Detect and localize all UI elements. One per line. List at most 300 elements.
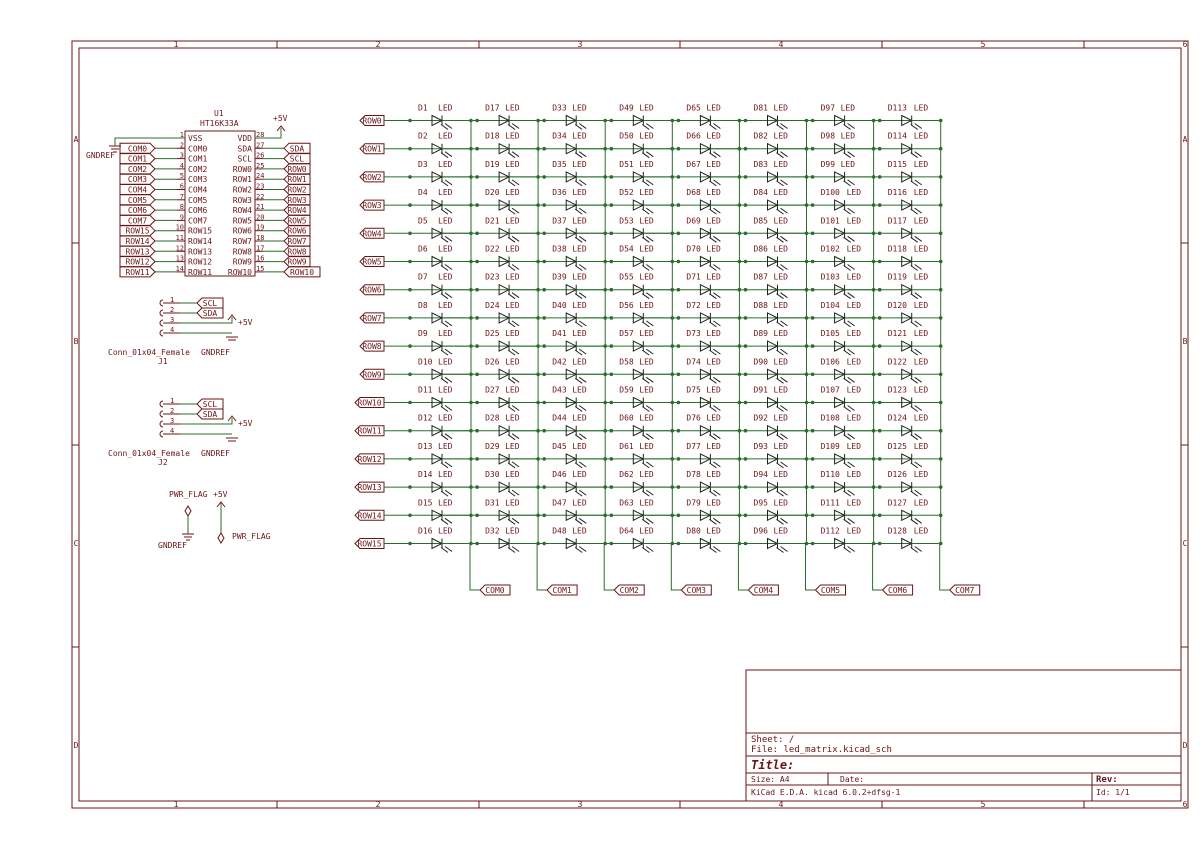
ic-net-label-row10[interactable] bbox=[284, 267, 320, 277]
led-ref-d20: D20 bbox=[485, 188, 500, 198]
ic-net-label-row4[interactable] bbox=[284, 205, 310, 215]
led-d94[interactable] bbox=[744, 470, 809, 496]
led-d21[interactable] bbox=[475, 216, 540, 242]
led-d105[interactable] bbox=[811, 329, 876, 355]
title-block-size: Size: A4 bbox=[751, 775, 790, 784]
led-d82[interactable] bbox=[744, 132, 809, 158]
ic-net-label-row13-text: ROW13 bbox=[125, 247, 150, 257]
col-label-com1[interactable] bbox=[547, 585, 577, 595]
row-label-row2[interactable] bbox=[360, 172, 384, 182]
led-ref-d78: D78 bbox=[686, 470, 701, 480]
led-value-d51: LED bbox=[639, 159, 654, 169]
led-value-d106: LED bbox=[846, 357, 862, 367]
title-block-rev: Rev: bbox=[1096, 775, 1118, 785]
led-d108[interactable] bbox=[811, 414, 876, 440]
ic-net-label-com1[interactable] bbox=[120, 154, 155, 164]
led-value-d49: LED bbox=[639, 103, 654, 113]
row-label-row8-text: ROW8 bbox=[362, 342, 382, 352]
led-ref-d55: D55 bbox=[619, 272, 634, 282]
led-d75[interactable] bbox=[677, 386, 742, 412]
frame-col-label-top-3: 3 bbox=[577, 40, 583, 49]
ic-net-label-com6[interactable] bbox=[120, 205, 155, 215]
led-d69[interactable] bbox=[677, 216, 742, 242]
row-label-row6[interactable] bbox=[360, 285, 384, 295]
led-d49[interactable] bbox=[610, 104, 675, 130]
col-label-com0-text: COM0 bbox=[485, 586, 505, 595]
led-value-d34: LED bbox=[572, 131, 587, 141]
led-d3[interactable] bbox=[408, 160, 473, 186]
led-value-d50: LED bbox=[639, 131, 654, 141]
led-d28[interactable] bbox=[475, 414, 540, 440]
led-d36[interactable] bbox=[542, 188, 607, 214]
led-value-d5: LED bbox=[438, 216, 453, 226]
row-label-row14[interactable] bbox=[355, 510, 384, 520]
led-value-d85: LED bbox=[773, 216, 788, 226]
ic-net-label-row12[interactable] bbox=[120, 257, 155, 267]
ic-pin-num-19: 19 bbox=[256, 223, 265, 232]
led-ref-d123: D123 bbox=[887, 385, 907, 395]
ic-pin-name-com4: COM4 bbox=[188, 185, 208, 195]
led-value-d111: LED bbox=[846, 498, 862, 508]
led-d27[interactable] bbox=[475, 386, 540, 412]
col-label-com3[interactable] bbox=[681, 585, 711, 595]
row-label-row2-text: ROW2 bbox=[362, 172, 382, 182]
led-d95[interactable] bbox=[744, 498, 809, 524]
led-d79[interactable] bbox=[677, 498, 742, 524]
led-ref-d113: D113 bbox=[887, 103, 907, 113]
led-d123[interactable] bbox=[878, 386, 943, 412]
led-d30[interactable] bbox=[475, 470, 540, 496]
led-d59[interactable] bbox=[610, 386, 675, 412]
led-d8[interactable] bbox=[408, 301, 473, 327]
led-d113[interactable] bbox=[878, 104, 943, 130]
led-ref-d124: D124 bbox=[887, 413, 907, 423]
led-d20[interactable] bbox=[475, 188, 540, 214]
led-d52[interactable] bbox=[610, 188, 675, 214]
row-label-row12[interactable] bbox=[355, 454, 384, 464]
ic-net-label-row3[interactable] bbox=[284, 195, 310, 205]
led-d121[interactable] bbox=[878, 329, 943, 355]
col-label-com6[interactable] bbox=[883, 585, 913, 595]
ic-net-label-row2-text: ROW2 bbox=[287, 185, 307, 195]
led-ref-d52: D52 bbox=[619, 188, 634, 198]
led-ref-d8: D8 bbox=[418, 300, 428, 310]
ic-net-label-com0[interactable] bbox=[120, 143, 155, 153]
led-ref-d119: D119 bbox=[887, 272, 907, 282]
led-value-d117: LED bbox=[913, 216, 929, 226]
led-d115[interactable] bbox=[878, 160, 943, 186]
led-d4[interactable] bbox=[408, 188, 473, 214]
row-label-row7[interactable] bbox=[360, 313, 384, 323]
led-d116[interactable] bbox=[878, 188, 943, 214]
led-d23[interactable] bbox=[475, 273, 540, 299]
led-ref-d89: D89 bbox=[753, 329, 768, 339]
led-value-d82: LED bbox=[773, 131, 788, 141]
connector-j2-net-sda[interactable] bbox=[197, 409, 223, 419]
led-d77[interactable] bbox=[677, 442, 742, 468]
row-label-row15[interactable] bbox=[355, 539, 384, 549]
ic-net-label-row13[interactable] bbox=[120, 246, 155, 256]
ic-net-label-row14[interactable] bbox=[120, 236, 155, 246]
led-d101[interactable] bbox=[811, 216, 876, 242]
led-d1[interactable] bbox=[408, 104, 473, 130]
ic-net-label-com1-text: COM1 bbox=[127, 154, 148, 164]
led-d102[interactable] bbox=[811, 245, 876, 271]
led-d81[interactable] bbox=[744, 104, 809, 130]
led-value-d65: LED bbox=[706, 103, 721, 113]
led-d5[interactable] bbox=[408, 216, 473, 242]
ic-pin-name-row9: ROW9 bbox=[232, 257, 252, 267]
ic-pin-num-24: 24 bbox=[256, 172, 265, 181]
led-d11[interactable] bbox=[408, 386, 473, 412]
led-value-d14: LED bbox=[438, 470, 453, 480]
led-ref-d29: D29 bbox=[485, 441, 500, 451]
connector-j2-net-scl[interactable] bbox=[197, 399, 223, 409]
led-ref-d9: D9 bbox=[418, 329, 428, 339]
ic-pin-num-10: 10 bbox=[175, 223, 184, 232]
led-ref-d10: D10 bbox=[418, 357, 433, 367]
ic-net-label-com3[interactable] bbox=[120, 174, 155, 184]
led-d31[interactable] bbox=[475, 498, 540, 524]
led-d124[interactable] bbox=[878, 414, 943, 440]
led-ref-d102: D102 bbox=[820, 244, 840, 254]
led-ref-d38: D38 bbox=[552, 244, 567, 254]
led-ref-d107: D107 bbox=[820, 385, 840, 395]
connector-j2-gnd: GNDREF bbox=[201, 449, 230, 458]
led-d67[interactable] bbox=[677, 160, 742, 186]
led-d48[interactable] bbox=[542, 527, 607, 553]
led-d86[interactable] bbox=[744, 245, 809, 271]
row-label-row13[interactable] bbox=[355, 482, 384, 492]
led-d57[interactable] bbox=[610, 329, 675, 355]
ic-net-label-row6[interactable] bbox=[284, 226, 310, 236]
ic-pin-name-row6: ROW6 bbox=[232, 226, 252, 236]
ic-net-label-row9-text: ROW9 bbox=[287, 257, 307, 267]
row-label-row1[interactable] bbox=[360, 144, 384, 154]
led-d87[interactable] bbox=[744, 273, 809, 299]
row-label-row11-text: ROW11 bbox=[357, 426, 382, 436]
row-label-row4[interactable] bbox=[360, 228, 384, 238]
led-d74[interactable] bbox=[677, 357, 742, 383]
ic-pin-name-com1: COM1 bbox=[188, 154, 208, 164]
led-d38[interactable] bbox=[542, 245, 607, 271]
led-d64[interactable] bbox=[610, 527, 675, 553]
led-d60[interactable] bbox=[610, 414, 675, 440]
led-value-d1: LED bbox=[438, 103, 453, 113]
led-d35[interactable] bbox=[542, 160, 607, 186]
led-d111[interactable] bbox=[811, 498, 876, 524]
led-d29[interactable] bbox=[475, 442, 540, 468]
connector-j2[interactable] bbox=[108, 397, 253, 467]
ht16k33a-ic[interactable] bbox=[120, 109, 320, 277]
led-d42[interactable] bbox=[542, 357, 607, 383]
led-d6[interactable] bbox=[408, 245, 473, 271]
ic-net-label-row11[interactable] bbox=[120, 267, 155, 277]
col-label-com0[interactable] bbox=[480, 585, 510, 595]
led-value-d11: LED bbox=[438, 385, 453, 395]
led-d117[interactable] bbox=[878, 216, 943, 242]
led-d91[interactable] bbox=[744, 386, 809, 412]
led-d122[interactable] bbox=[878, 357, 943, 383]
led-ref-d2: D2 bbox=[418, 131, 428, 141]
led-d93[interactable] bbox=[744, 442, 809, 468]
led-d128[interactable] bbox=[878, 527, 943, 553]
led-value-d116: LED bbox=[913, 188, 929, 198]
ic-net-label-sda[interactable] bbox=[284, 143, 310, 153]
ic-pin-num-25: 25 bbox=[256, 161, 265, 170]
led-value-d107: LED bbox=[846, 385, 862, 395]
led-d103[interactable] bbox=[811, 273, 876, 299]
ic-pin-num-6: 6 bbox=[179, 182, 184, 191]
led-d97[interactable] bbox=[811, 104, 876, 130]
title-block-file: File: led_matrix.kicad_sch bbox=[751, 745, 892, 755]
led-value-d57: LED bbox=[639, 329, 654, 339]
led-ref-d86: D86 bbox=[753, 244, 768, 254]
led-d40[interactable] bbox=[542, 301, 607, 327]
connector-j1[interactable] bbox=[108, 296, 253, 366]
led-d96[interactable] bbox=[744, 527, 809, 553]
title-block-sheet: Sheet: / bbox=[751, 735, 795, 745]
led-d50[interactable] bbox=[610, 132, 675, 158]
ic-net-label-com5[interactable] bbox=[120, 195, 155, 205]
led-d65[interactable] bbox=[677, 104, 742, 130]
led-d26[interactable] bbox=[475, 357, 540, 383]
led-d109[interactable] bbox=[811, 442, 876, 468]
row-label-row10[interactable] bbox=[355, 398, 384, 408]
led-d120[interactable] bbox=[878, 301, 943, 327]
connector-j1-net-sda[interactable] bbox=[197, 308, 223, 318]
connector-j1-net-scl[interactable] bbox=[197, 298, 223, 308]
led-d24[interactable] bbox=[475, 301, 540, 327]
led-d61[interactable] bbox=[610, 442, 675, 468]
led-value-d4: LED bbox=[438, 188, 453, 198]
ic-net-label-row15[interactable] bbox=[120, 226, 155, 236]
led-d80[interactable] bbox=[677, 527, 742, 553]
led-value-d56: LED bbox=[639, 300, 654, 310]
led-d14[interactable] bbox=[408, 470, 473, 496]
led-value-d17: LED bbox=[505, 103, 520, 113]
col-label-com7[interactable] bbox=[950, 585, 980, 595]
led-value-d42: LED bbox=[572, 357, 587, 367]
led-d78[interactable] bbox=[677, 470, 742, 496]
led-d72[interactable] bbox=[677, 301, 742, 327]
led-d99[interactable] bbox=[811, 160, 876, 186]
row-label-row9[interactable] bbox=[360, 369, 384, 379]
led-d85[interactable] bbox=[744, 216, 809, 242]
led-d73[interactable] bbox=[677, 329, 742, 355]
ic-net-label-row0[interactable] bbox=[284, 164, 310, 174]
led-d100[interactable] bbox=[811, 188, 876, 214]
ic-pin-num-13: 13 bbox=[175, 254, 184, 263]
led-d127[interactable] bbox=[878, 498, 943, 524]
led-d55[interactable] bbox=[610, 273, 675, 299]
led-value-d73: LED bbox=[706, 329, 721, 339]
led-value-d47: LED bbox=[572, 498, 587, 508]
led-d63[interactable] bbox=[610, 498, 675, 524]
ic-pin-name-row14: ROW14 bbox=[188, 237, 213, 246]
led-value-d95: LED bbox=[773, 498, 788, 508]
ic-pin-num-2: 2 bbox=[179, 141, 184, 150]
led-d90[interactable] bbox=[744, 357, 809, 383]
led-value-d23: LED bbox=[505, 272, 520, 282]
led-d10[interactable] bbox=[408, 357, 473, 383]
ic-pin-num-8: 8 bbox=[179, 203, 184, 212]
led-d118[interactable] bbox=[878, 245, 943, 271]
row-label-row6-text: ROW6 bbox=[362, 285, 382, 295]
col-label-com2[interactable] bbox=[614, 585, 644, 595]
led-d70[interactable] bbox=[677, 245, 742, 271]
frame-row-label-left-D: D bbox=[73, 741, 79, 750]
led-d56[interactable] bbox=[610, 301, 675, 327]
led-d22[interactable] bbox=[475, 245, 540, 271]
led-value-d59: LED bbox=[639, 385, 654, 395]
led-value-d74: LED bbox=[706, 357, 721, 367]
led-d2[interactable] bbox=[408, 132, 473, 158]
led-d54[interactable] bbox=[610, 245, 675, 271]
led-d19[interactable] bbox=[475, 160, 540, 186]
led-d88[interactable] bbox=[744, 301, 809, 327]
led-ref-d121: D121 bbox=[887, 329, 907, 339]
row-label-row8[interactable] bbox=[360, 341, 384, 351]
ic-net-label-com3-text: COM3 bbox=[127, 175, 148, 185]
led-d114[interactable] bbox=[878, 132, 943, 158]
led-d71[interactable] bbox=[677, 273, 742, 299]
led-d125[interactable] bbox=[878, 442, 943, 468]
col-label-com4[interactable] bbox=[748, 585, 778, 595]
led-d39[interactable] bbox=[542, 273, 607, 299]
ic-net-label-row7[interactable] bbox=[284, 236, 310, 246]
led-d46[interactable] bbox=[542, 470, 607, 496]
led-value-d24: LED bbox=[505, 300, 520, 310]
led-d83[interactable] bbox=[744, 160, 809, 186]
led-d84[interactable] bbox=[744, 188, 809, 214]
ic-net-label-row4-text: ROW4 bbox=[287, 206, 307, 216]
pwr-flag-symbol-2 bbox=[218, 533, 224, 543]
led-d112[interactable] bbox=[811, 527, 876, 553]
led-value-d15: LED bbox=[438, 498, 453, 508]
led-d32[interactable] bbox=[475, 527, 540, 553]
row-label-row11[interactable] bbox=[355, 426, 384, 436]
led-value-d77: LED bbox=[706, 441, 721, 451]
led-value-d97: LED bbox=[840, 103, 856, 113]
led-d15[interactable] bbox=[408, 498, 473, 524]
led-d41[interactable] bbox=[542, 329, 607, 355]
ic-pin-num-17: 17 bbox=[256, 244, 265, 253]
led-d92[interactable] bbox=[744, 414, 809, 440]
led-value-d58: LED bbox=[639, 357, 654, 367]
connector-j2-net-sda-text: SDA bbox=[202, 410, 218, 419]
ic-net-label-row1[interactable] bbox=[284, 174, 310, 184]
led-d18[interactable] bbox=[475, 132, 540, 158]
led-ref-d73: D73 bbox=[686, 329, 701, 339]
led-d43[interactable] bbox=[542, 386, 607, 412]
led-d13[interactable] bbox=[408, 442, 473, 468]
row-label-row0[interactable] bbox=[360, 116, 384, 126]
led-ref-d127: D127 bbox=[887, 498, 907, 508]
row-label-row4-text: ROW4 bbox=[362, 229, 382, 239]
led-ref-d63: D63 bbox=[619, 498, 634, 508]
ic-net-label-com4[interactable] bbox=[120, 185, 155, 195]
ic-net-label-row2[interactable] bbox=[284, 185, 310, 195]
led-value-d68: LED bbox=[706, 188, 721, 198]
led-d25[interactable] bbox=[475, 329, 540, 355]
led-d104[interactable] bbox=[811, 301, 876, 327]
led-d126[interactable] bbox=[878, 470, 943, 496]
row-label-row13-text: ROW13 bbox=[357, 483, 382, 493]
led-d58[interactable] bbox=[610, 357, 675, 383]
led-d76[interactable] bbox=[677, 414, 742, 440]
row-label-row5[interactable] bbox=[360, 257, 384, 267]
col-label-com4-text: COM4 bbox=[753, 586, 774, 595]
led-ref-d17: D17 bbox=[485, 103, 500, 113]
led-d33[interactable] bbox=[542, 104, 607, 130]
led-d44[interactable] bbox=[542, 414, 607, 440]
connector-j1-pin-3: 3 bbox=[170, 316, 175, 324]
led-d119[interactable] bbox=[878, 273, 943, 299]
led-ref-d109: D109 bbox=[820, 441, 840, 451]
ic-net-label-row8[interactable] bbox=[284, 246, 310, 256]
frame-col-label-top-1: 1 bbox=[173, 40, 179, 49]
ic-net-label-row9[interactable] bbox=[284, 257, 310, 267]
led-d9[interactable] bbox=[408, 329, 473, 355]
led-value-d22: LED bbox=[505, 244, 520, 254]
led-d106[interactable] bbox=[811, 357, 876, 383]
row-label-row12-text: ROW12 bbox=[357, 454, 382, 464]
led-ref-d62: D62 bbox=[619, 470, 634, 480]
row-label-row3[interactable] bbox=[360, 200, 384, 210]
led-ref-d39: D39 bbox=[552, 272, 567, 282]
pwr-flag-vcc-label: +5V bbox=[213, 490, 228, 499]
ic-pin-num-23: 23 bbox=[256, 182, 265, 191]
led-value-d7: LED bbox=[438, 272, 453, 282]
ic-net-label-row1-text: ROW1 bbox=[287, 175, 307, 185]
led-value-d89: LED bbox=[773, 329, 788, 339]
ic-net-label-scl[interactable] bbox=[284, 154, 310, 164]
frame-col-label-bottom-5: 5 bbox=[980, 800, 986, 809]
led-d12[interactable] bbox=[408, 414, 473, 440]
led-d66[interactable] bbox=[677, 132, 742, 158]
led-d37[interactable] bbox=[542, 216, 607, 242]
led-ref-d28: D28 bbox=[485, 413, 500, 423]
col-label-com5[interactable] bbox=[816, 585, 846, 595]
led-value-d83: LED bbox=[773, 159, 788, 169]
led-d34[interactable] bbox=[542, 132, 607, 158]
led-d7[interactable] bbox=[408, 273, 473, 299]
ic-net-label-com2[interactable] bbox=[120, 164, 155, 174]
led-ref-d101: D101 bbox=[820, 216, 840, 226]
led-d47[interactable] bbox=[542, 498, 607, 524]
led-d107[interactable] bbox=[811, 386, 876, 412]
led-d110[interactable] bbox=[811, 470, 876, 496]
led-d45[interactable] bbox=[542, 442, 607, 468]
led-d89[interactable] bbox=[744, 329, 809, 355]
ic-net-label-row5[interactable] bbox=[284, 215, 310, 225]
led-d16[interactable] bbox=[408, 527, 473, 553]
led-matrix bbox=[355, 104, 980, 596]
led-d68[interactable] bbox=[677, 188, 742, 214]
led-ref-d69: D69 bbox=[686, 216, 701, 226]
led-d51[interactable] bbox=[610, 160, 675, 186]
led-d62[interactable] bbox=[610, 470, 675, 496]
ic-net-label-com7[interactable] bbox=[120, 215, 155, 225]
title-block-date: Date: bbox=[840, 775, 865, 784]
led-ref-d67: D67 bbox=[686, 159, 701, 169]
led-d98[interactable] bbox=[811, 132, 876, 158]
led-d53[interactable] bbox=[610, 216, 675, 242]
led-d17[interactable] bbox=[475, 104, 540, 130]
row-label-row7-text: ROW7 bbox=[362, 313, 382, 323]
led-ref-d57: D57 bbox=[619, 329, 634, 339]
